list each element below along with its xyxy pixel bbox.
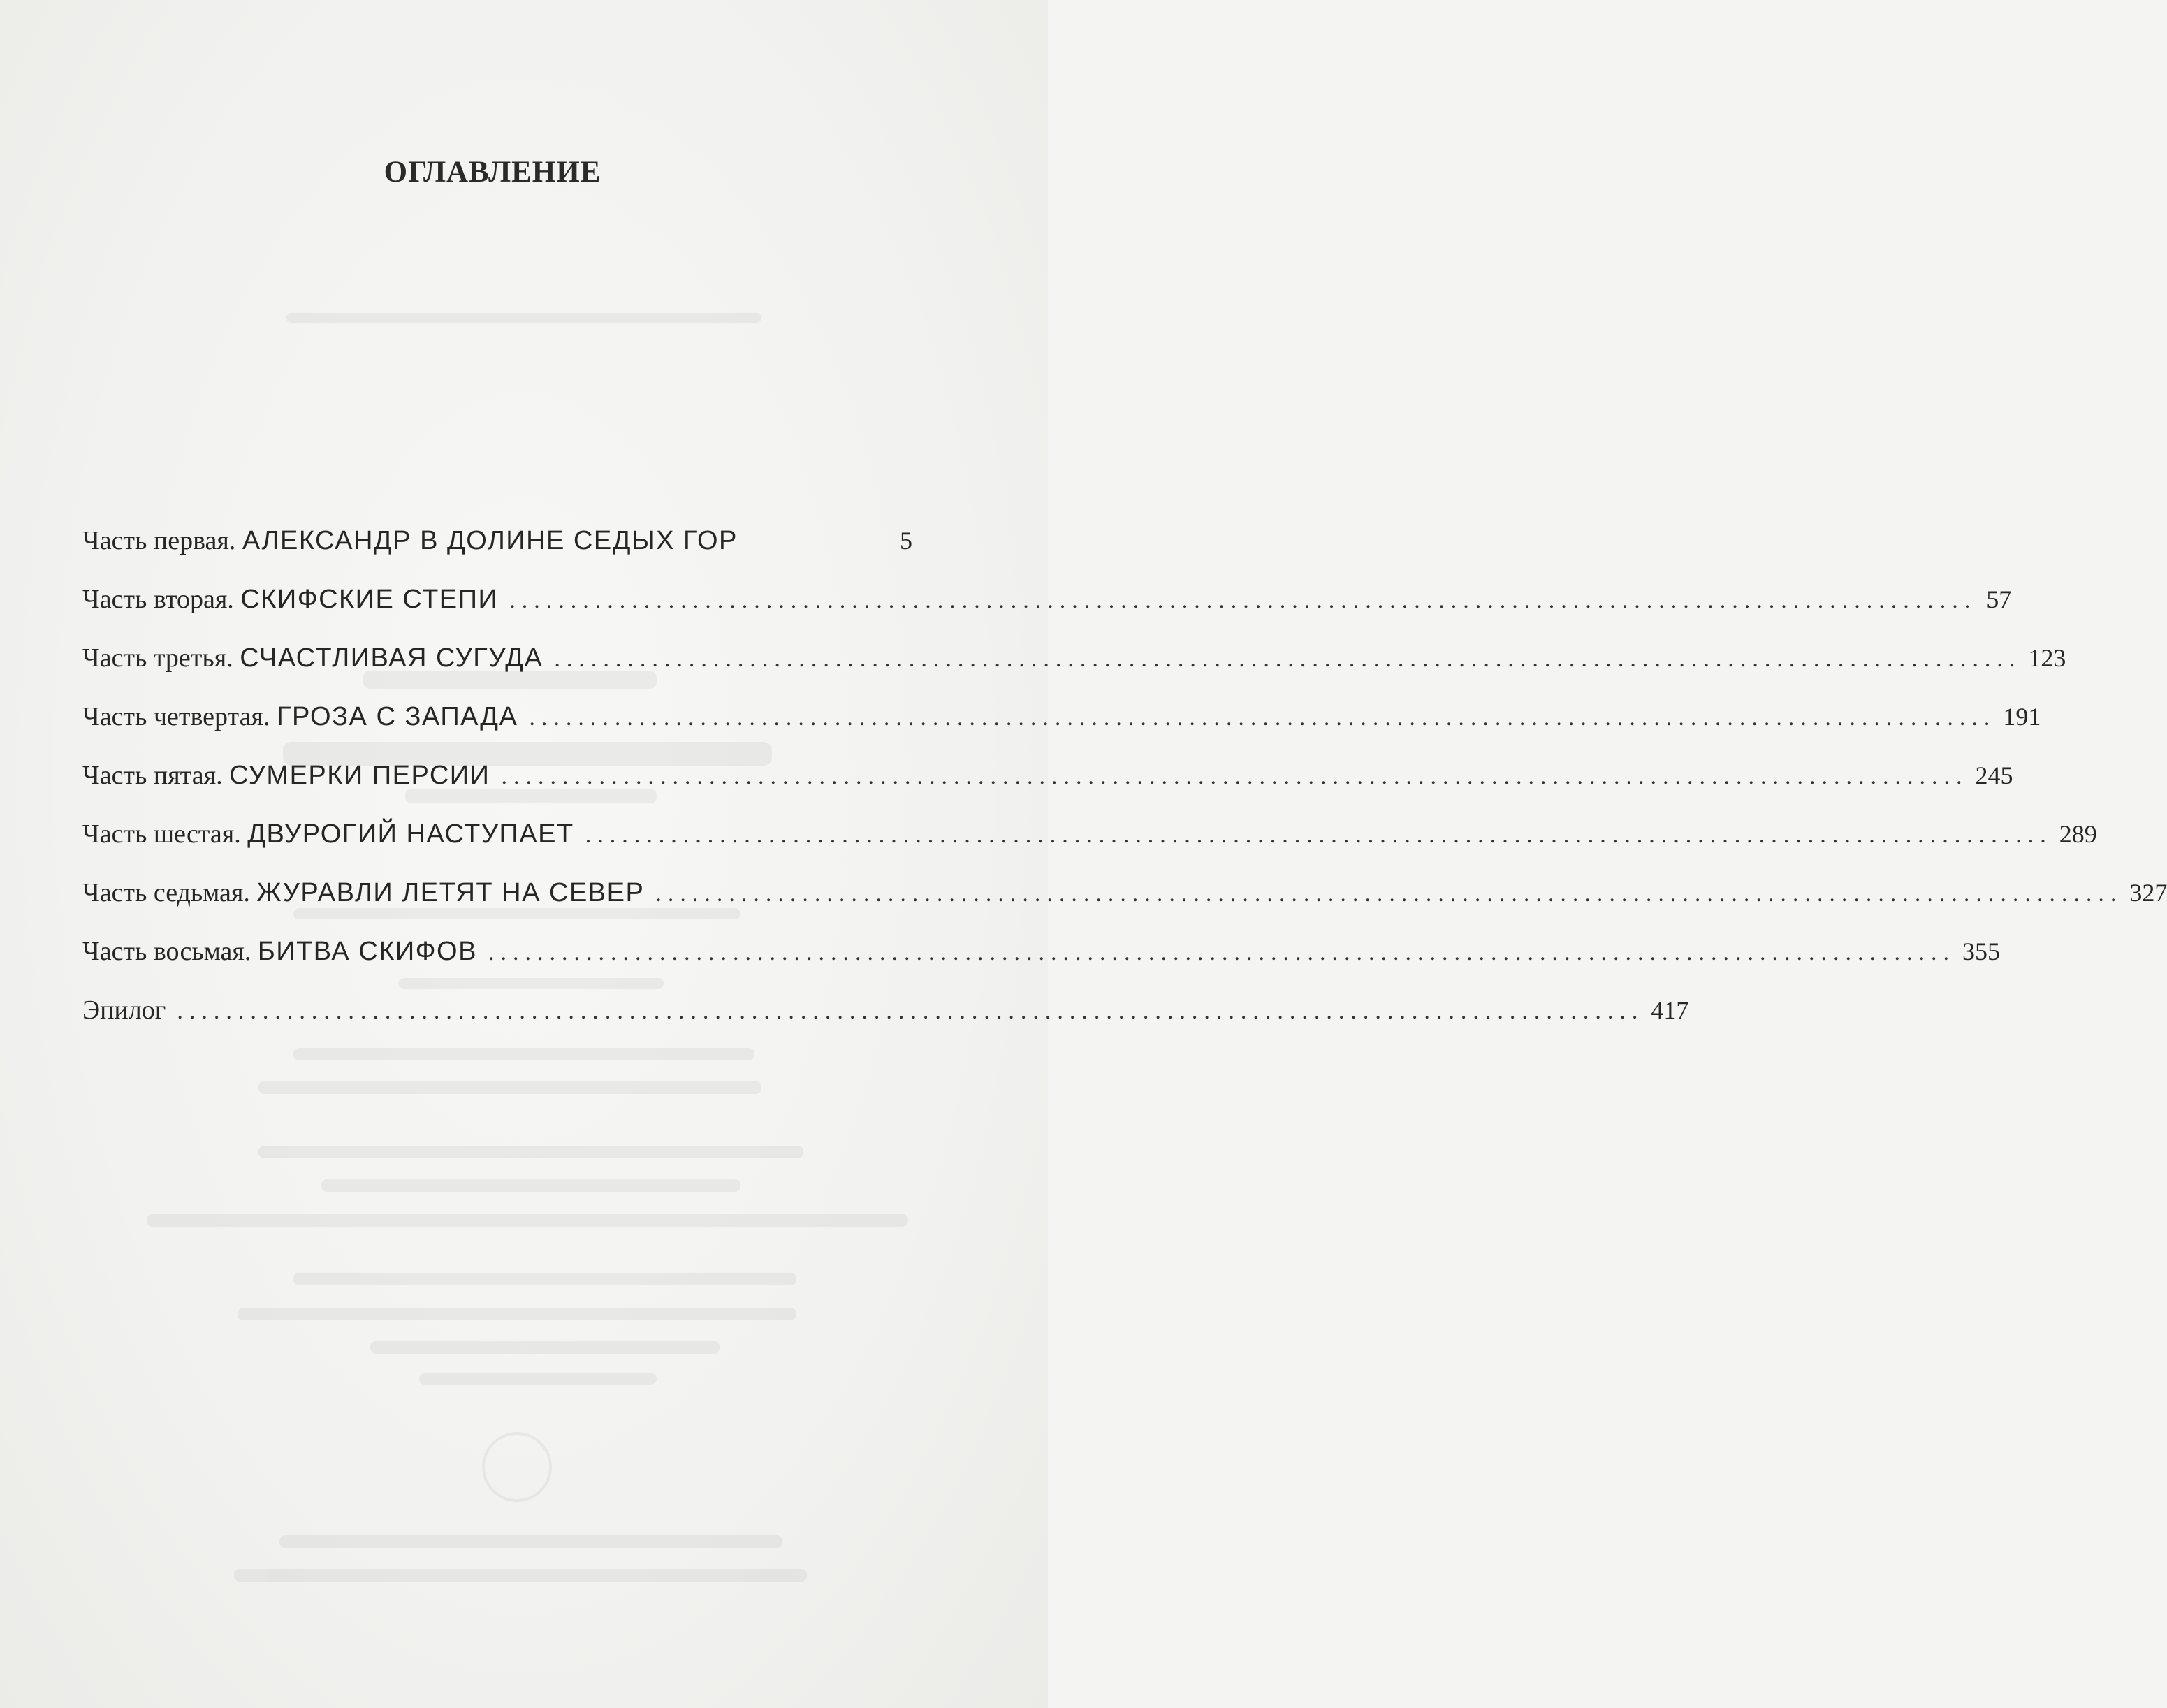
dot-leader: ........................................................................................................................ bbox=[501, 764, 1969, 789]
dot-leader: ........................................................................................................................ bbox=[529, 705, 1997, 731]
toc-entry-title: ЖУРАВЛИ ЛЕТЯТ НА СЕВЕР bbox=[256, 878, 645, 907]
toc-entry-page-number: 5 bbox=[900, 527, 912, 555]
toc-entry-title: АЛЕКСАНДР В ДОЛИНЕ СЕДЫХ ГОР bbox=[242, 526, 738, 555]
toc-entry-page-number: 57 bbox=[1986, 585, 2012, 613]
toc-entry bbox=[82, 819, 2097, 877]
toc-entry-label: Часть шестая. bbox=[82, 819, 241, 849]
toc-entry bbox=[82, 936, 2000, 995]
toc-entry bbox=[82, 995, 1689, 1053]
page-title: ОГЛАВЛЕНИЕ bbox=[384, 156, 601, 189]
dot-leader: ........................................................................................................................ bbox=[177, 998, 1644, 1024]
toc-entry-label: Часть вторая. bbox=[82, 585, 234, 614]
toc-entry-label: Часть четвертая. bbox=[82, 702, 270, 731]
toc-entry-page-number: 191 bbox=[2003, 703, 2041, 731]
dot-leader: ........................................................................................................................ bbox=[655, 881, 2123, 907]
toc-entry bbox=[82, 584, 2012, 643]
toc-entry-page-number: 245 bbox=[1975, 761, 2013, 789]
toc-entry-page-number: 289 bbox=[2059, 820, 2097, 848]
dot-leader: ........................................................................................................................ bbox=[488, 940, 1955, 965]
toc-entry-label: Эпилог bbox=[82, 995, 166, 1025]
toc-entry bbox=[82, 525, 912, 584]
toc-entry-page-number: 327 bbox=[2129, 879, 2167, 907]
toc-entry bbox=[82, 760, 2013, 819]
dot-leader: ........................................................................................................................ bbox=[509, 587, 1977, 613]
toc-entry-title: ДВУРОГИЙ НАСТУПАЕТ bbox=[247, 819, 574, 849]
toc-entry-page-number: 355 bbox=[1962, 937, 2000, 965]
toc-entry-title: СЧАСТЛИВАЯ СУГУДА bbox=[240, 643, 543, 673]
dot-leader: ........................................................................................................................ bbox=[554, 646, 2022, 672]
toc-entry-page-number: 417 bbox=[1651, 996, 1689, 1024]
dot-leader: ........................................................................................................................ bbox=[585, 822, 2052, 848]
toc-entry-label: Часть третья. bbox=[82, 643, 233, 673]
toc-entry-label: Часть седьмая. bbox=[82, 878, 250, 907]
table-of-contents bbox=[82, 525, 2167, 1053]
toc-entry-title: СУМЕРКИ ПЕРСИИ bbox=[229, 761, 490, 790]
toc-entry bbox=[82, 701, 2041, 760]
toc-entry bbox=[82, 877, 2167, 936]
toc-entry bbox=[82, 643, 2066, 701]
toc-entry-title: СКИФСКИЕ СТЕПИ bbox=[240, 585, 499, 614]
toc-entry-label: Часть пятая. bbox=[82, 761, 223, 790]
toc-entry-title: ГРОЗА С ЗАПАДА bbox=[276, 702, 518, 731]
toc-entry-label: Часть первая. bbox=[82, 526, 236, 555]
toc-entry-title: БИТВА СКИФОВ bbox=[257, 937, 477, 966]
toc-entry-page-number: 123 bbox=[2028, 644, 2066, 672]
toc-entry-label: Часть восьмая. bbox=[82, 937, 251, 966]
